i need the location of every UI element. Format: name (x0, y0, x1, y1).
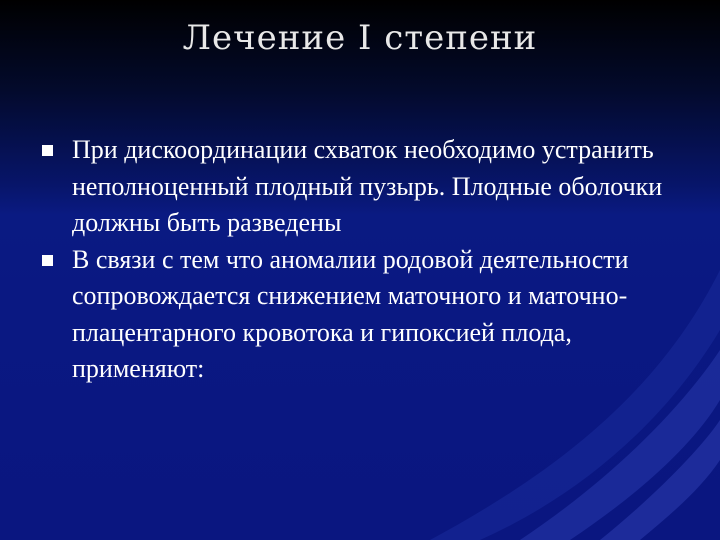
square-bullet-icon (42, 255, 53, 266)
bullet-text-1: При дискоординации схваток необходимо устранить неполноценный плодный пузырь. Плодные оболочки должны быть разведены (72, 135, 663, 237)
bullet-item-1 (40, 132, 700, 242)
bullet-list (40, 132, 700, 388)
bullet-item-2 (40, 242, 700, 388)
bullet-text-2: В связи с тем что аномалии родовой деятельности сопровождается снижением маточного и маточно-плацентарного кровотока и гипоксией плода, применяют: (72, 244, 629, 383)
slide-title: Лечение I степени (182, 18, 538, 58)
square-bullet-icon (42, 145, 53, 156)
